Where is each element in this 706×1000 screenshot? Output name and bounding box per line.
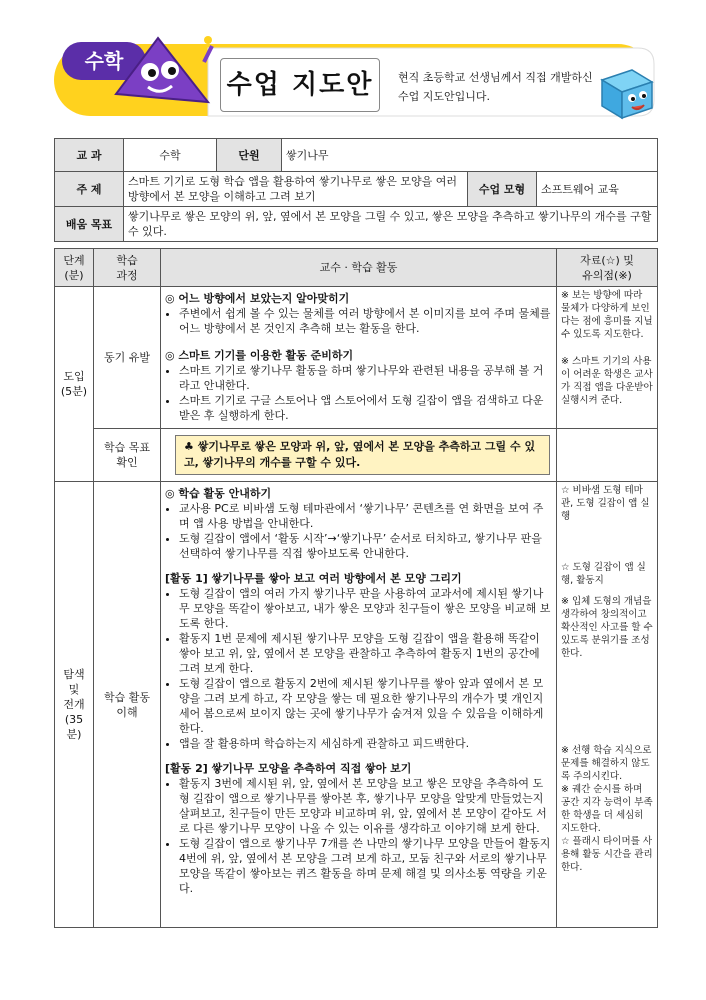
list-item: • 도형 길잡이 앱으로 활동지 2번에 제시된 쌓기나무를 쌓아 앞과 옆에서 본 모양을 그려 보게 하고, 각 모양을 쌓는 데 필요한 쌓기나무의 개수가 몇 개인지 세어 봄으로써 보이지 않는 곳에 쌓기나무가 숨겨져 있을 수 있음을 이해하게 한다. bbox=[179, 676, 552, 736]
list-item: • 주변에서 쉽게 볼 수 있는 물체를 여러 방향에서 본 이미지를 보여 주며 물체를 어느 방향에서 본 것인지 추측해 보는 활동을 한다. bbox=[179, 306, 552, 336]
intro-goal-notes bbox=[557, 429, 658, 482]
intro-sec1-title: ◎ 어느 방향에서 보았는지 알아맞히기 bbox=[165, 292, 350, 305]
banner-desc-line1: 현직 초등학교 선생님께서 직접 개발하신 bbox=[398, 71, 593, 84]
explore-sec1-title: ◎ 학습 활동 안내하기 bbox=[165, 487, 272, 500]
explore-note-e: ※ 궤간 순시를 하며 공간 지각 능력이 부족한 학생을 더 세심히 지도한다. bbox=[561, 784, 653, 834]
explore-note-d: ※ 선행 학습 지식으로 문제를 해결하지 않도록 주의시킨다. bbox=[561, 745, 652, 782]
explore-note-b: ☆ 도형 길잡이 앱 실행, 활동지 bbox=[561, 562, 646, 586]
subject-value: 수학 bbox=[124, 139, 217, 172]
list-item: • 교사용 PC로 비바샘 도형 테마관에서 ‘쌓기나무’ 콘텐츠를 연 화면을 보여 주며 앱 사용 방법을 안내한다. bbox=[179, 501, 552, 531]
lesson-activity-table bbox=[54, 248, 658, 928]
goal-label: 배움 목표 bbox=[55, 207, 124, 242]
list-item: • 도형 길잡이 앱에서 ‘활동 시작’→‘쌓기나무’ 순서로 터치하고, 쌓기나무 판을 선택하여 쌓기나무를 직접 쌓아보도록 안내한다. bbox=[179, 531, 552, 561]
banner-desc-line2: 수업 지도안입니다. bbox=[398, 90, 491, 103]
explore-process: 학습 활동 이해 bbox=[94, 482, 161, 928]
explore-note-f: ☆ 플래시 타이머를 사용해 활동 시간을 관리한다. bbox=[561, 836, 653, 873]
activity1-list bbox=[165, 586, 552, 751]
intro-note-1: ※ 보는 방향에 따라 물체가 다양하게 보인다는 점에 흥미를 지닐 수 있도록 지도한다. bbox=[561, 290, 653, 340]
header-activity: 교수 · 학습 활동 bbox=[161, 249, 557, 287]
list-item: • 스마트 기기로 쌓기나무 활동을 하며 쌓기나무와 관련된 내용을 공부해 볼 거라고 안내한다. bbox=[179, 363, 552, 393]
header-process: 학습 과정 bbox=[94, 249, 161, 287]
activity1-title: [활동 1] 쌓기나무를 쌓아 보고 여러 방향에서 본 모양 그리기 bbox=[165, 572, 462, 585]
intro-stage: 도입 (5분) bbox=[55, 287, 94, 482]
list-item: • 도형 길잡이 앱의 여러 가지 쌓기나무 판을 사용하여 교과서에 제시된 쌓기나무 모양을 똑같이 쌓아보고, 내가 쌓은 모양과 친구들이 쌓은 모양을 비교해 보도록 한다. bbox=[179, 586, 552, 631]
list-item: • 활동지 3번에 제시된 위, 앞, 옆에서 본 모양을 보고 쌓은 모양을 추측하여 도형 길잡이 앱으로 쌓기나무를 쌓아본 후, 쌓기나무 모양을 알맞게 만들었는지 살펴보고, 친구들이 만든 모양과 비교하며 위, 앞, 옆에서 본 모양이 같아도 서로 다른 쌓기나무 모양이 나올 수 있는 이유를 생각하고 이야기해 보게 한다. bbox=[179, 776, 552, 836]
header-materials: 자료(☆) 및 유의점(※) bbox=[557, 249, 658, 287]
intro-sec2-title: ◎ 스마트 기기를 이용한 활동 준비하기 bbox=[165, 349, 354, 362]
page-title: 수업 지도안 bbox=[220, 58, 380, 112]
explore-notes bbox=[557, 482, 658, 928]
activity2-title: [활동 2] 쌓기나무 모양을 추측하여 직접 쌓아 보기 bbox=[165, 762, 412, 775]
explore-note-a: ☆ 비바샘 도형 테마관, 도형 길잡이 앱 실행 bbox=[561, 485, 650, 522]
intro-notes bbox=[557, 287, 658, 429]
theme-value: 스마트 기기로 도형 학습 앱을 활용하여 쌓기나무로 쌓은 모양을 여러 방향에서 본 모양을 이해하고 그려 보기 bbox=[124, 172, 468, 207]
explore-activity bbox=[161, 482, 557, 928]
list-item: • 스마트 기기로 구글 스토어나 앱 스토어에서 도형 길잡이 앱을 검색하고 다운받은 후 실행하게 한다. bbox=[179, 393, 552, 423]
cube-mascot-icon bbox=[592, 62, 656, 122]
triangle-mascot-icon bbox=[108, 32, 218, 112]
banner-description bbox=[398, 68, 618, 106]
list-item: • 활동지 1번 문제에 제시된 쌓기나무 모양을 도형 길잡이 앱을 활용해 똑같이 쌓아 보고 위, 앞, 옆에서 본 모양을 관찰하고 추측하여 활동지 1번의 공간에 그려 보게 한다. bbox=[179, 631, 552, 676]
header-stage: 단계 (분) bbox=[55, 249, 94, 287]
explore-sec1-list bbox=[165, 501, 552, 561]
subject-label: 교 과 bbox=[55, 139, 124, 172]
intro-goal-cell bbox=[161, 429, 557, 482]
subject-badge: 수학 bbox=[62, 42, 146, 80]
model-value: 소프트웨어 교육 bbox=[537, 172, 658, 207]
activity2-list bbox=[165, 776, 552, 896]
intro-note-2: ※ 스마트 기기의 사용이 어려운 학생은 교사가 직접 앱을 다운받아 실행시켜 준다. bbox=[561, 356, 653, 406]
unit-value: 쌓기나무 bbox=[282, 139, 658, 172]
intro-activity bbox=[161, 287, 557, 429]
intro-sec2-list bbox=[165, 363, 552, 423]
goal-value: 쌓기나무로 쌓은 모양의 위, 앞, 옆에서 본 모양을 그릴 수 있고, 쌓은 모양을 추측하고 쌓기나무의 개수를 구할 수 있다. bbox=[124, 207, 658, 242]
model-label: 수업 모형 bbox=[468, 172, 537, 207]
explore-stage: 탐색 및 전개 (35분) bbox=[55, 482, 94, 928]
intro-process-motivation: 동기 유발 bbox=[94, 287, 161, 429]
unit-label: 단원 bbox=[217, 139, 282, 172]
intro-sec1-list bbox=[165, 306, 552, 336]
list-item: • 앱을 잘 활용하며 학습하는지 세심하게 관찰하고 피드백한다. bbox=[179, 736, 552, 751]
lesson-info-table bbox=[54, 138, 658, 242]
list-item: • 도형 길잡이 앱으로 쌓기나무 7개를 쓴 나만의 쌓기나무 모양을 만들어 활동지 4번에 위, 앞, 옆에서 본 모양을 그려 보게 하고, 모둠 친구와 서로의 쌓기나무 모양을 똑같이 쌓아보는 퀴즈 활동을 하며 문제 해결 및 의사소통 역량을 키운다. bbox=[179, 836, 552, 896]
explore-note-c: ※ 입체 도형의 개념을 생각하여 창의적이고 확산적인 사고를 할 수 있도록 분위기를 조성한다. bbox=[561, 596, 653, 659]
learning-goal-box: ♣ 쌓기나무로 쌓은 모양과 위, 앞, 옆에서 본 모양을 추측하고 그릴 수 있고, 쌓기나무의 개수를 구할 수 있다. bbox=[175, 435, 550, 475]
theme-label: 주 제 bbox=[55, 172, 124, 207]
intro-process-goal: 학습 목표 확인 bbox=[94, 429, 161, 482]
